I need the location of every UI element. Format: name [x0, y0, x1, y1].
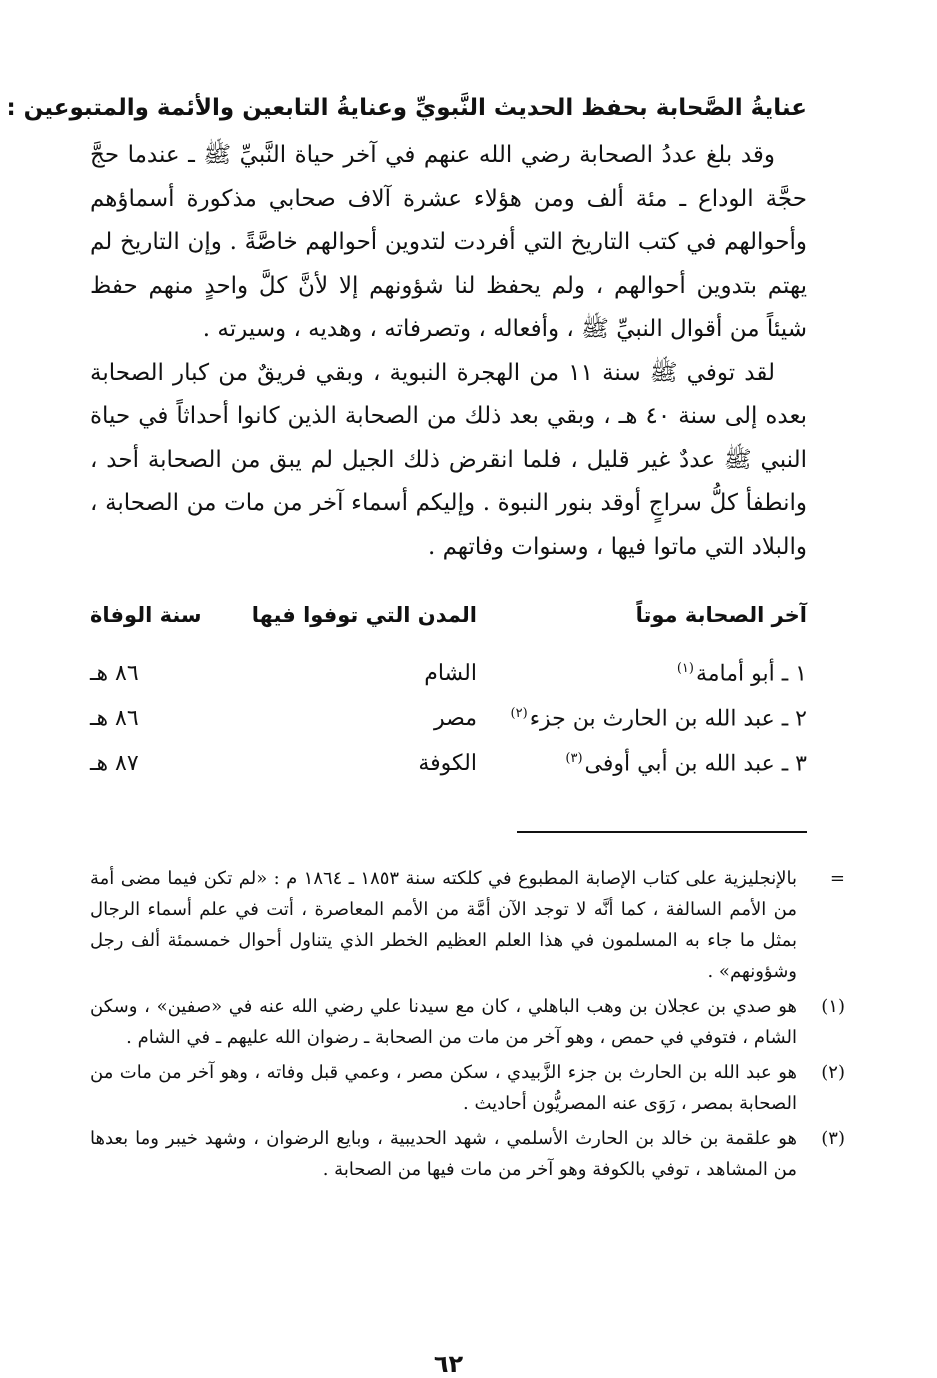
row-year: ٨٧ هـ — [90, 751, 139, 777]
footnotes — [90, 863, 845, 1189]
row-city: الشام — [424, 661, 477, 687]
paragraph-2: لقد توفي ﷺ سنة ١١ من الهجرة النبوية ، وبقي فريقٌ من كبار الصحابة بعده إلى سنة ٤٠ هـ ، وبقي بعد ذلك من الصحابة الذين كانوا أحداثاً في حياة النبي ﷺ عددٌ غير قليل ، فلما انقرض ذلك الجيل لم يبق من الصحابة أحد ، وانطفأ كلُّ سراجٍ أوقد بنور النبوة . وإليكم أسماء آخر من مات من الصحابة ، والبلاد التي ماتوا فيها ، وسنوات وفاتهم . — [90, 359, 808, 560]
footnote-mark: (٢) — [510, 706, 528, 721]
footnote-text: بالإنجليزية على كتاب الإصابة المطبوع في كلكته سنة ١٨٥٣ ـ ١٨٦٤ م : «لم تكن فيما مضى أمة من الأمم السالفة ، كما أنَّه لا توجد الآن أمَّة من الأمم المعاصرة ، أتت في علم أسماء الرجال بمثل ما جاء به المسلمون في هذا العلم العظيم الخطر الذي يتناول أحوال خمسمئة ألف رجل وشؤونهم» . — [90, 868, 797, 982]
table-row — [90, 706, 807, 751]
paragraph-1: وقد بلغ عددُ الصحابة رضي الله عنهم في آخر حياة النَّبيِّ ﷺ ـ عندما حجَّ حجَّة الوداع ـ مئة ألف ومن هؤلاء عشرة آلاف صحابي مذكورة أسماؤهم وأحوالهم في كتب التاريخ التي أفردت لتدوين أحوالهم خاصَّةً . وإن التاريخ لم يهتم بتدوين أحوالهم ، ولم يحفظ لنا شؤونهم إلا لأنَّ كلَّ واحدٍ منهم حفظ شيئاً من أقوال النبيِّ ﷺ ، وأفعاله ، وتصرفاته ، وهديه ، وسيرته . — [90, 142, 807, 342]
header-year: سنة الوفاة — [90, 603, 202, 627]
row-name-text: ١ ـ أبو أمامة — [695, 661, 807, 687]
footnote-2 — [90, 1057, 845, 1119]
footnote-separator — [517, 831, 807, 833]
footnote-number: = — [829, 868, 845, 889]
row-name — [477, 661, 807, 686]
companions-table — [90, 603, 807, 796]
footnote-3 — [90, 1123, 845, 1185]
body-text — [90, 134, 807, 569]
row-year: ٨٦ هـ — [90, 661, 139, 687]
row-name-text: ٣ ـ عبد الله بن أبي أوفى — [584, 751, 807, 777]
table-row — [90, 751, 807, 796]
footnote-number: (٣) — [821, 1128, 845, 1149]
footnote-text: هو علقمة بن خالد بن الحارث الأسلمي ، شهد الحديبية ، وبايع الرضوان ، وشهد خيبر وما بعدها من المشاهد ، توفي بالكوفة وهو آخر من مات فيها من الصحابة . — [90, 1128, 797, 1180]
footnote-mark: (٣) — [565, 751, 583, 766]
row-name — [477, 751, 807, 776]
section-heading: عنايةُ الصَّحابة بحفظ الحديث النَّبويِّ وعنايةُ التابعين والأئمة والمتبوعين : — [6, 95, 807, 121]
table-row — [90, 661, 807, 706]
footnote-number: (١) — [821, 996, 845, 1017]
page-number: ٦٢ — [433, 1350, 464, 1378]
header-name: آخر الصحابة موتاً — [635, 603, 807, 627]
book-page — [6, 88, 845, 1378]
footnote-text: هو صدي بن عجلان بن وهب الباهلي ، كان مع سيدنا علي رضي الله عنه في «صفين» ، وسكن الشام ، فتوفي في حمص ، وهو آخر من مات من الصحابة ـ رضوان الله عليهم ـ في الشام . — [90, 996, 797, 1048]
footnote-text: هو عبد الله بن الحارث بن جزء الزَّبيدي ، سكن مصر ، وعمي قبل وفاته ، وهو آخر من مات من الصحابة بمصر ، رَوَى عنه المصريُّون أحاديث . — [90, 1062, 797, 1114]
row-city: مصر — [433, 706, 477, 732]
row-name-text: ٢ ـ عبد الله بن الحارث بن جزء — [529, 706, 807, 732]
table-header — [90, 603, 807, 647]
footnote-continuation — [90, 863, 845, 987]
row-city: الكوفة — [418, 751, 477, 777]
footnote-number: (٢) — [821, 1062, 845, 1083]
footnote-1 — [90, 991, 845, 1053]
header-city: المدن التي توفوا فيها — [251, 603, 477, 627]
row-name — [477, 706, 807, 731]
row-year: ٨٦ هـ — [90, 706, 139, 732]
footnote-mark: (١) — [676, 661, 694, 676]
